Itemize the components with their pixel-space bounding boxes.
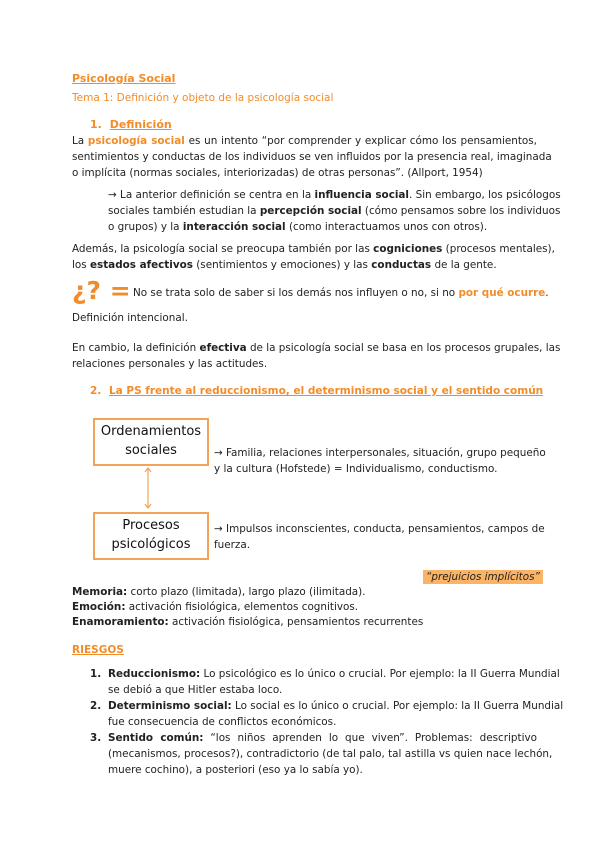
section2-heading: [90, 385, 543, 397]
note-line-3: [108, 219, 537, 235]
def-emotion: [72, 599, 537, 615]
section1-heading: [90, 118, 172, 131]
implicit-prejudice-label: [423, 570, 543, 584]
definition-line-1: [72, 133, 537, 149]
risk-common-sense-line2: (mecanismos, procesos?), contradictorio (de tal palo, tal astilla vs quien nace lechón,: [108, 748, 553, 760]
def-text: activación fisiológica, pensamientos recurrentes: [172, 616, 424, 628]
double-arrow-icon: [140, 464, 156, 512]
def-term: Enamoramiento:: [72, 616, 169, 628]
p3-line-2: relaciones personales y las actitudes.: [72, 358, 268, 370]
p2-text: de la gente.: [434, 259, 497, 271]
note-bold: percepción social: [259, 205, 362, 217]
risk-term: Sentido común:: [108, 732, 204, 744]
def-term: Emoción:: [72, 601, 126, 613]
callout-body: No se trata solo de saber si los demás nos influyen o no, si no: [133, 287, 456, 299]
note-text: (cómo pensamos sobre los individuos: [364, 205, 561, 217]
callout-highlight: por qué ocurre: [458, 287, 546, 299]
p2-bold: estados afectivos: [89, 259, 193, 271]
note-bold: interacción social: [182, 221, 286, 233]
top-desc-line1: → Familia, relaciones interpersonales, situación, grupo pequeño: [214, 447, 546, 459]
bottom-desc-line1: → Impulsos inconscientes, conducta, pensamientos, campos de: [214, 523, 545, 535]
risk-term: Determinismo social:: [108, 700, 232, 712]
arrow-icon: →: [108, 189, 117, 201]
section1-title: Definición: [109, 118, 172, 131]
p2-text: (procesos mentales),: [445, 243, 555, 255]
callout-end: .: [545, 287, 549, 299]
definition-line-2: sentimientos y conductas de los individuos se ven influidos por la presencia real, imaginada: [72, 151, 552, 163]
def-text: corto plazo (limitada), largo plazo (ilimitada).: [130, 586, 366, 598]
risk-common-sense-line1: [108, 730, 537, 746]
risk-reductionism-line1: [108, 666, 560, 682]
intentional-definition: Definición intencional.: [72, 312, 188, 324]
top-desc-line2: y la cultura (Hofstede) = Individualismo, conductismo.: [214, 463, 498, 475]
section1-number: 1.: [90, 118, 102, 131]
risk-determinism-line1: [108, 698, 564, 714]
p3-line-1: [72, 340, 561, 356]
section2-number: 2.: [90, 385, 102, 397]
page-title: Psicología Social: [72, 72, 176, 85]
section2-title: La PS frente al reduccionismo, el determinismo social y el sentido común: [108, 385, 544, 397]
psych-processes-box: [93, 512, 209, 560]
definition-line-3: o implícita (normas sociales, interiorizadas) de otras personas”. (Allport, 1954): [72, 167, 483, 179]
def-term: Memoria:: [72, 586, 128, 598]
risk-number: 1.: [90, 668, 102, 680]
box-top-line1: Ordenamientos: [100, 424, 202, 439]
risk-number: 2.: [90, 700, 102, 712]
box-top-line2: sociales: [125, 443, 177, 458]
risks-heading: RIESGOS: [72, 644, 124, 656]
def-infatuation: [72, 614, 537, 630]
risk-text: Lo psicológico es lo único o crucial. Por ejemplo: la II Guerra Mundial: [203, 668, 560, 680]
definition-lead: La: [72, 135, 85, 147]
p2-text: los: [72, 259, 87, 271]
risk-determinism-line2: fue consecuencia de conflictos económicos.: [108, 716, 337, 728]
note-text: La anterior definición se centra en la: [120, 189, 312, 201]
page-subtitle: Tema 1: Definición y objeto de la psicología social: [72, 92, 334, 104]
note-text: o grupos) y la: [108, 221, 180, 233]
note-line-2: [108, 203, 561, 219]
p2-bold: cogniciones: [373, 243, 443, 255]
risk-common-sense-line3: muere cochino), a posteriori (eso ya lo sabía yo).: [108, 764, 363, 776]
p2-bold: conductas: [371, 259, 432, 271]
box-bottom-line2: psicológicos: [111, 537, 191, 552]
note-bold: influencia social: [314, 189, 409, 201]
note-text-end: . Sin embargo, los psicólogos: [409, 189, 561, 201]
risk-reductionism-line2: se debió a que Hitler estaba loco.: [108, 684, 283, 696]
definition-rest: es un intento “por comprender y explicar cómo los pensamientos,: [188, 135, 537, 147]
note-text: (como interactuamos unos con otros).: [288, 221, 488, 233]
callout-text: [133, 287, 549, 299]
note-text: sociales también estudian la: [108, 205, 257, 217]
p2-line-1: [72, 241, 555, 257]
p2-text: (sentimientos y emociones) y las: [196, 259, 368, 271]
def-memory: [72, 584, 537, 600]
p3-text: En cambio, la definición: [72, 342, 197, 354]
implicit-prejudice-text: “prejuicios implícitos”: [423, 570, 543, 584]
box-bottom-line1: Procesos: [122, 518, 180, 533]
p2-text: Además, la psicología social se preocupa también por las: [72, 243, 370, 255]
p3-bold: efectiva: [199, 342, 247, 354]
risk-text: Lo social es lo único o crucial. Por ejemplo: la II Guerra Mundial: [235, 700, 564, 712]
p2-line-2: [72, 257, 537, 273]
def-text: activación fisiológica, elementos cognitivos.: [128, 601, 359, 613]
risk-number: 3.: [90, 732, 102, 744]
risk-text: “los niños aprenden lo que viven”. Problemas: descriptivo: [210, 732, 537, 744]
risk-term: Reduccionismo:: [108, 668, 201, 680]
bottom-desc-line2: fuerza.: [214, 539, 251, 551]
p3-text: de la psicología social se basa en los procesos grupales, las: [249, 342, 561, 354]
definition-term: psicología social: [87, 135, 185, 147]
social-orders-box: [93, 418, 209, 466]
note-line-1: [108, 187, 561, 203]
question-symbol: ¿? =: [72, 276, 131, 305]
